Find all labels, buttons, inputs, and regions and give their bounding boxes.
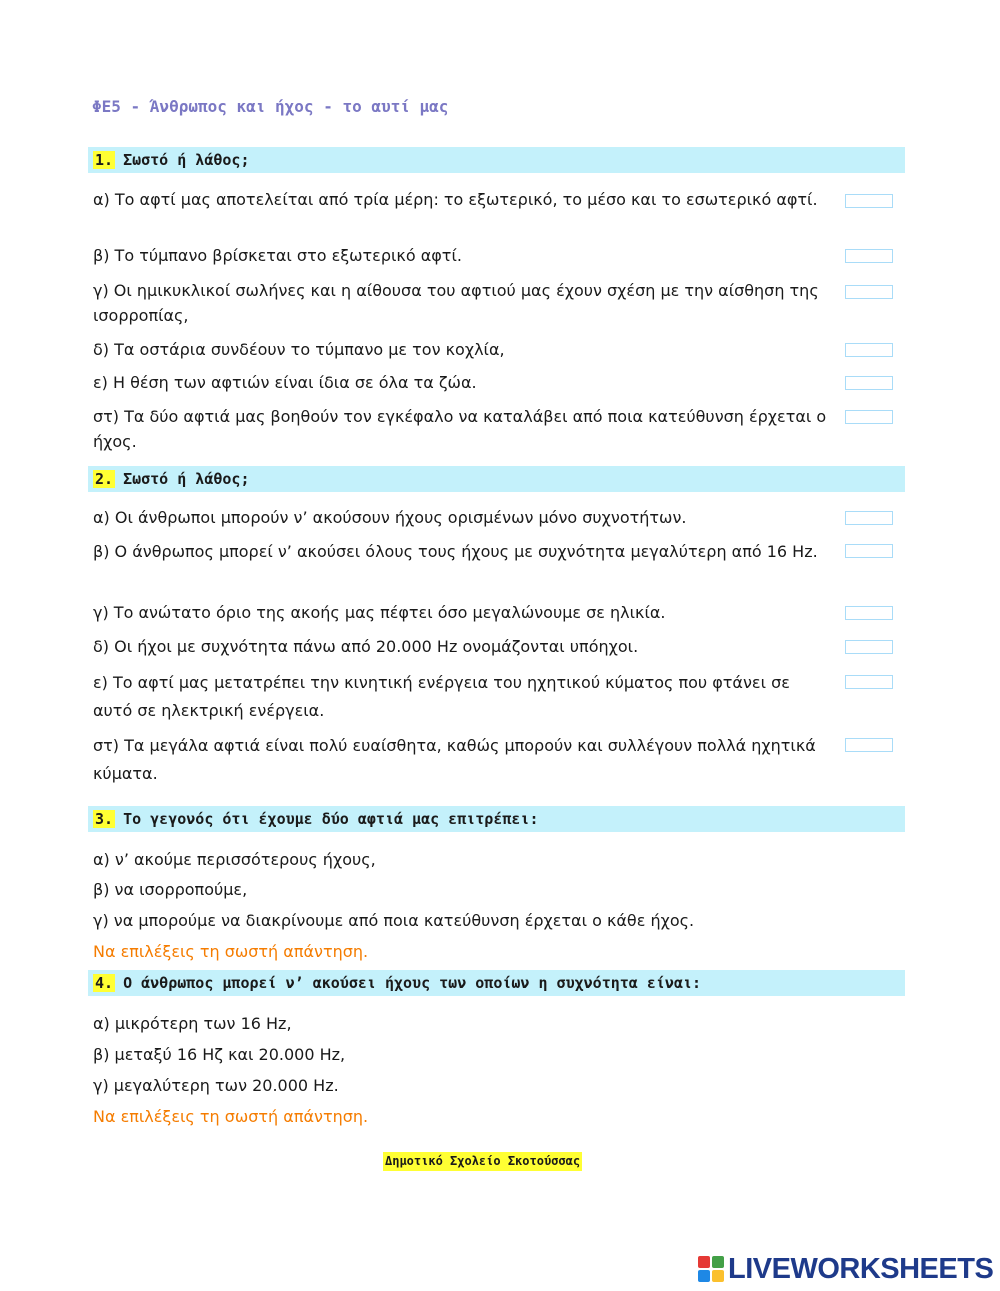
- answer-box-2c[interactable]: [845, 606, 893, 620]
- statement-2d: δ) Οι ήχοι με συχνότητα πάνω από 20.000 Hz ονομάζονται υπόηχοι.: [93, 637, 639, 656]
- answer-box-2a[interactable]: [845, 511, 893, 525]
- statement-1e: ε) Η θέση των αφτιών είναι ίδια σε όλα τα ζώα.: [93, 373, 477, 392]
- question-heading: Το γεγονός ότι έχουμε δύο αφτιά μας επιτρέπει:: [123, 810, 539, 828]
- answer-box-2e[interactable]: [845, 675, 893, 689]
- statement-1a: α) Το αφτί μας αποτελείται από τρία μέρη: το εξωτερικό, το μέσο και το εσωτερικό αφτί.: [93, 190, 818, 209]
- answer-box-1b[interactable]: [845, 249, 893, 263]
- brand-text: LIVEWORKSHEETS: [728, 1252, 994, 1285]
- option-3b[interactable]: β) να ισορροπούμε,: [93, 880, 248, 899]
- answer-box-1d[interactable]: [845, 343, 893, 357]
- question-number: 2.: [95, 470, 114, 488]
- statement-2e: ε) Το αφτί μας μετατρέπει την κινητική ενέργεια του ηχητικού κύματος που φτάνει σε αυτό σε ηλεκτρική ενέργεια.: [93, 673, 790, 720]
- answer-box-2d[interactable]: [845, 640, 893, 654]
- option-4c[interactable]: γ) μεγαλύτερη των 20.000 Hz.: [93, 1076, 339, 1095]
- statement-1b: β) Το τύμπανο βρίσκεται στο εξωτερικό αφτί.: [93, 246, 462, 265]
- answer-box-1st[interactable]: [845, 410, 893, 424]
- answer-box-1e[interactable]: [845, 376, 893, 390]
- question-number: 3.: [95, 810, 114, 828]
- statement-1d: δ) Τα οστάρια συνδέουν το τύμπανο με τον κοχλία,: [93, 340, 505, 359]
- question-2-header: [88, 466, 905, 492]
- page-title: ΦΕ5 - Άνθρωπος και ήχος - το αυτί μας: [92, 97, 449, 116]
- statement-2c: γ) Το ανώτατο όριο της ακοής μας πέφτει όσο μεγαλώνουμε σε ηλικία.: [93, 603, 666, 622]
- option-4b[interactable]: β) μεταξύ 16 Ηζ και 20.000 Hz,: [93, 1045, 346, 1064]
- question-heading: Σωστό ή λάθος;: [123, 470, 250, 488]
- question-heading: Ο άνθρωπος μπορεί ν’ ακούσει ήχους των οποίων η συχνότητα είναι:: [123, 974, 702, 992]
- question-heading: Σωστό ή λάθος;: [123, 151, 250, 169]
- brand-logo-icon: [698, 1256, 724, 1282]
- statement-1st: στ) Τα δύο αφτιά μας βοηθούν τον εγκέφαλο να καταλάβει από ποια κατεύθυνση έρχεται ο ήχος.: [93, 407, 827, 451]
- answer-box-1a[interactable]: [845, 194, 893, 208]
- liveworksheets-logo: [698, 1254, 993, 1284]
- statement-2a: α) Οι άνθρωποι μπορούν ν’ ακούσουν ήχους ορισμένων μόνο συχνοτήτων.: [93, 508, 687, 527]
- option-3c[interactable]: γ) να μπορούμε να διακρίνουμε από ποια κατεύθυνση έρχεται ο κάθε ήχος.: [93, 911, 695, 930]
- instruction-hint: Να επιλέξεις τη σωστή απάντηση.: [93, 1107, 369, 1126]
- statement-1c: γ) Οι ημικυκλικοί σωλήνες και η αίθουσα του αφτιού μας έχουν σχέση με την αίσθηση της ισορροπίας,: [93, 281, 819, 325]
- question-number: 1.: [95, 151, 114, 169]
- instruction-hint: Να επιλέξεις τη σωστή απάντηση.: [93, 942, 369, 961]
- statement-2st: στ) Τα μεγάλα αφτιά είναι πολύ ευαίσθητα, καθώς μπορούν και συλλέγουν πολλά ηχητικά κύματα.: [93, 736, 816, 783]
- answer-box-2b[interactable]: [845, 544, 893, 558]
- question-4-header: [88, 970, 905, 996]
- answer-box-2st[interactable]: [845, 738, 893, 752]
- option-4a[interactable]: α) μικρότερη των 16 Hz,: [93, 1014, 292, 1033]
- school-name-footer: Δημοτικό Σχολείο Σκοτούσσας: [383, 1152, 582, 1171]
- question-1-header: [88, 147, 905, 173]
- statement-2b: β) Ο άνθρωπος μπορεί ν’ ακούσει όλους τους ήχους με συχνότητα μεγαλύτερη από 16 Hz.: [93, 542, 818, 561]
- question-3-header: [88, 806, 905, 832]
- answer-box-1c[interactable]: [845, 285, 893, 299]
- question-number: 4.: [95, 974, 114, 992]
- option-3a[interactable]: α) ν’ ακούμε περισσότερους ήχους,: [93, 850, 376, 869]
